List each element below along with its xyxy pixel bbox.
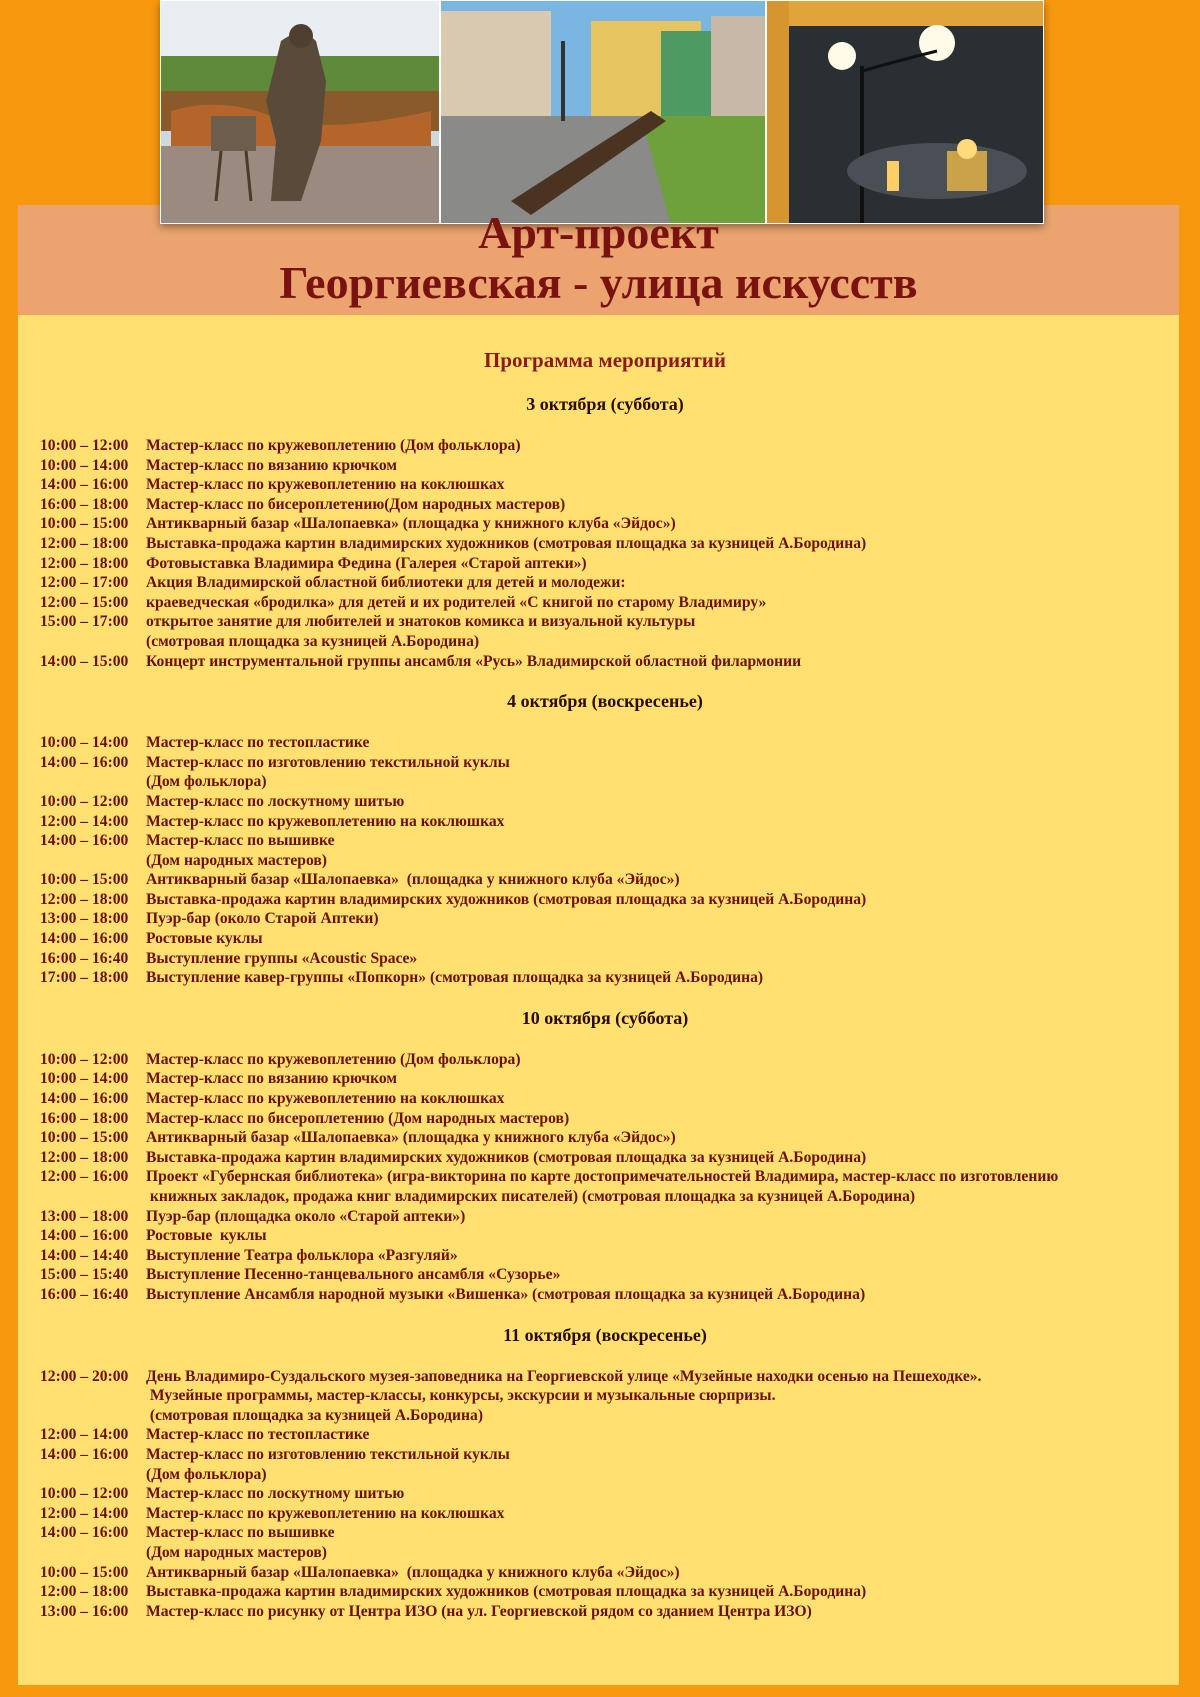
event-row [40,1167,1170,1206]
event-time: 12:00 – 17:00 [40,574,129,592]
day-section [40,1006,1170,1305]
event-row [40,1504,1170,1524]
event-row [40,870,1170,890]
event-time: 14:00 – 16:00 [40,1524,129,1542]
event-time: 10:00 – 14:00 [40,1070,129,1088]
day-section [40,392,1170,671]
event-time: 12:00 – 18:00 [40,1148,129,1166]
event-row [40,1050,1170,1070]
event-time: 10:00 – 12:00 [40,1050,129,1068]
event-row [40,612,1170,651]
statue-photo [160,0,440,224]
day-title: 4 октября (воскресенье) [507,691,703,712]
event-time: 12:00 – 20:00 [40,1367,129,1385]
event-description: Мастер-класс по вышивке (Дом народных мастеров) [146,832,335,869]
event-row [40,514,1170,534]
day-title: 11 октября (воскресенье) [503,1324,707,1345]
title-line-1: Арт-проект [478,207,719,258]
event-description: Мастер-класс по кружевоплетению на коклюшках [146,1504,505,1522]
event-description: Выставка-продажа картин владимирских художников (смотровая площадка за кузницей А.Бородина) [146,1148,867,1166]
event-row [40,1285,1170,1305]
event-description: Мастер-класс по вязанию крючком [146,456,398,474]
event-row [40,929,1170,949]
header-photo-strip [160,0,1044,224]
event-time: 12:00 – 14:00 [40,1426,129,1444]
event-description: Антикварный базар «Шалопаевка» (площадка у книжного клуба «Эйдос») [146,1563,680,1581]
event-row [40,1265,1170,1285]
event-time: 10:00 – 15:00 [40,871,129,889]
event-row [40,1246,1170,1266]
event-description: Антикварный базар «Шалопаевка» (площадка у книжного клуба «Эйдос») [146,515,676,533]
event-row [40,573,1170,593]
event-row [40,1523,1170,1562]
event-description: Выступление Ансамбля народной музыки «Вишенка» (смотровая площадка за кузницей А.Бородина) [146,1285,866,1303]
event-time: 16:00 – 16:40 [40,949,129,967]
event-description: Мастер-класс по лоскутному шитью [146,792,405,810]
event-row [40,753,1170,792]
event-time: 15:00 – 17:00 [40,613,129,631]
event-time: 17:00 – 18:00 [40,969,129,987]
event-row [40,436,1170,456]
event-description: Мастер-класс по тестопластике [146,734,370,752]
event-time: 12:00 – 14:00 [40,812,129,830]
event-row [40,1128,1170,1148]
event-description: Пуэр-бар (около Старой Аптеки) [146,910,379,928]
event-time: 10:00 – 14:00 [40,456,129,474]
event-row [40,890,1170,910]
event-time: 13:00 – 16:00 [40,1602,129,1620]
event-description: Акция Владимирской областной библиотеки для детей и молодежи: [146,574,626,592]
event-time: 14:00 – 16:00 [40,753,129,771]
event-description: Мастер-класс по изготовлению текстильной куклы (Дом фольклора) [146,753,510,791]
event-time: 12:00 – 18:00 [40,534,129,552]
event-row [40,475,1170,495]
event-row [40,1425,1170,1445]
event-row [40,1484,1170,1504]
title-line-2: Георгиевская - улица искусств [279,257,918,308]
event-row [40,1582,1170,1602]
event-description: Мастер-класс по вышивке (Дом народных мастеров) [146,1524,335,1561]
event-row [40,1207,1170,1227]
event-description: Выставка-продажа картин владимирских художников (смотровая площадка за кузницей А.Бородина) [146,534,867,552]
event-time: 12:00 – 18:00 [40,554,129,572]
event-row [40,1109,1170,1129]
event-time: 10:00 – 12:00 [40,437,129,454]
event-description: Пуэр-бар (площадка около «Старой аптеки») [146,1207,466,1225]
event-description: Мастер-класс по лоскутному шитью [146,1485,405,1503]
event-time: 13:00 – 18:00 [40,1207,129,1225]
event-description: Выступление Театра фольклора «Разгуляй» [146,1246,458,1264]
program-days [40,392,1170,1621]
event-row [40,831,1170,870]
event-time: 12:00 – 18:00 [40,1583,129,1601]
event-description: Концерт инструментальной группы ансамбля «Русь» Владимирской областной филармонии [146,652,802,670]
event-description: Проект «Губернская библиотека» (игра-викторина по карте достопримечательностей Владимира, мастер-класс по изготовлению книжных закладок, продажа книг владимирских писателей) (смотровая площадка за кузницей А.Бородина) [146,1168,1059,1205]
day-section [40,1323,1170,1622]
event-row [40,652,1170,672]
event-row [40,1069,1170,1089]
event-description: Мастер-класс по кружевоплетению на коклюшках [146,812,505,830]
event-time: 13:00 – 18:00 [40,910,129,928]
event-time: 12:00 – 16:00 [40,1168,129,1186]
event-description: Мастер-класс по бисероплетению (Дом народных мастеров) [146,1109,570,1127]
event-row [40,495,1170,515]
day-title: 3 октября (суббота) [526,394,684,414]
program-title: Программа мероприятий [483,348,726,372]
event-row [40,733,1170,753]
event-row [40,456,1170,476]
event-row [40,949,1170,969]
event-time: 14:00 – 16:00 [40,1445,129,1463]
event-description: Ростовые куклы [146,1227,267,1245]
night-lantern-photo [766,0,1044,224]
event-time: 10:00 – 14:00 [40,734,129,752]
day-section [40,689,1170,988]
event-time: 16:00 – 16:40 [40,1285,129,1303]
event-description: Мастер-класс по кружевоплетению на коклюшках [146,1090,505,1108]
event-row [40,812,1170,832]
event-time: 10:00 – 12:00 [40,792,129,810]
event-row [40,1148,1170,1168]
event-time: 14:00 – 16:00 [40,476,129,494]
street-bench-photo [440,0,766,224]
event-row [40,1226,1170,1246]
event-time: 10:00 – 15:00 [40,515,129,533]
event-row [40,792,1170,812]
event-time: 16:00 – 18:00 [40,495,129,513]
event-description: Выставка-продажа картин владимирских художников (смотровая площадка за кузницей А.Бородина) [146,890,867,908]
event-description: Фотовыставка Владимира Федина (Галерея «Старой аптеки») [146,554,587,572]
event-description: Мастер-класс по кружевоплетению (Дом фольклора) [146,1050,521,1068]
event-time: 15:00 – 15:40 [40,1266,129,1284]
event-time: 16:00 – 18:00 [40,1109,129,1127]
event-row [40,554,1170,574]
event-row [40,1602,1170,1622]
event-description: Мастер-класс по бисероплетению(Дом народных мастеров) [146,495,566,513]
event-description: открытое занятие для любителей и знатоков комикса и визуальной культуры (смотровая площадка за кузницей А.Бородина) [146,613,696,650]
event-description: Мастер-класс по вязанию крючком [146,1070,398,1088]
event-time: 14:00 – 16:00 [40,832,129,850]
event-description: Мастер-класс по изготовлению текстильной куклы (Дом фольклора) [146,1445,510,1483]
page-title [18,205,1179,308]
event-time: 14:00 – 15:00 [40,652,129,670]
event-description: Мастер-класс по кружевоплетению (Дом фольклора) [146,437,521,454]
event-time: 12:00 – 15:00 [40,593,129,611]
event-row [40,909,1170,929]
event-row [40,968,1170,988]
event-time: 10:00 – 12:00 [40,1485,129,1503]
event-time: 12:00 – 14:00 [40,1504,129,1522]
event-description: Мастер-класс по рисунку от Центра ИЗО (на ул. Георгиевской рядом со зданием Центра ИЗО) [146,1602,812,1620]
program-content [40,345,1170,1639]
event-description: Выступление группы «Acoustic Space» [146,949,418,967]
event-time: 10:00 – 15:00 [40,1129,129,1147]
event-time: 14:00 – 14:40 [40,1246,129,1264]
event-time: 10:00 – 15:00 [40,1563,129,1581]
event-time: 14:00 – 16:00 [40,1090,129,1108]
event-description: Антикварный базар «Шалопаевка» (площадка у книжного клуба «Эйдос») [146,1129,676,1147]
event-description: Антикварный базар «Шалопаевка» (площадка у книжного клуба «Эйдос») [146,871,680,889]
event-description: Выступление кавер-группы «Попкорн» (смотровая площадка за кузницей А.Бородина) [146,969,764,987]
event-time: 12:00 – 18:00 [40,890,129,908]
event-row [40,1563,1170,1583]
event-description: Ростовые куклы [146,930,263,948]
event-time: 14:00 – 16:00 [40,1227,129,1245]
event-row [40,1367,1170,1426]
event-description: Выставка-продажа картин владимирских художников (смотровая площадка за кузницей А.Бородина) [146,1583,867,1601]
event-description: Мастер-класс по кружевоплетению на коклюшках [146,476,505,494]
day-title: 10 октября (суббота) [521,1007,689,1028]
event-row [40,1089,1170,1109]
event-description: краеведческая «бродилка» для детей и их родителей «С книгой по старому Владимиру» [146,593,767,611]
event-time: 14:00 – 16:00 [40,930,129,948]
event-row [40,1445,1170,1484]
event-row [40,534,1170,554]
event-description: Выступление Песенно-танцевального ансамбля «Сузорье» [146,1266,561,1284]
event-description: Мастер-класс по тестопластике [146,1426,370,1444]
event-description: День Владимиро-Суздальского музея-заповедника на Георгиевской улице «Музейные находки осенью на Пешеходке». Музейные программы, мастер-классы, конкурсы, экскурсии и музыкальные сюрпризы. (смотровая площадка за кузницей А.Бородина) [146,1367,982,1424]
event-row [40,593,1170,613]
